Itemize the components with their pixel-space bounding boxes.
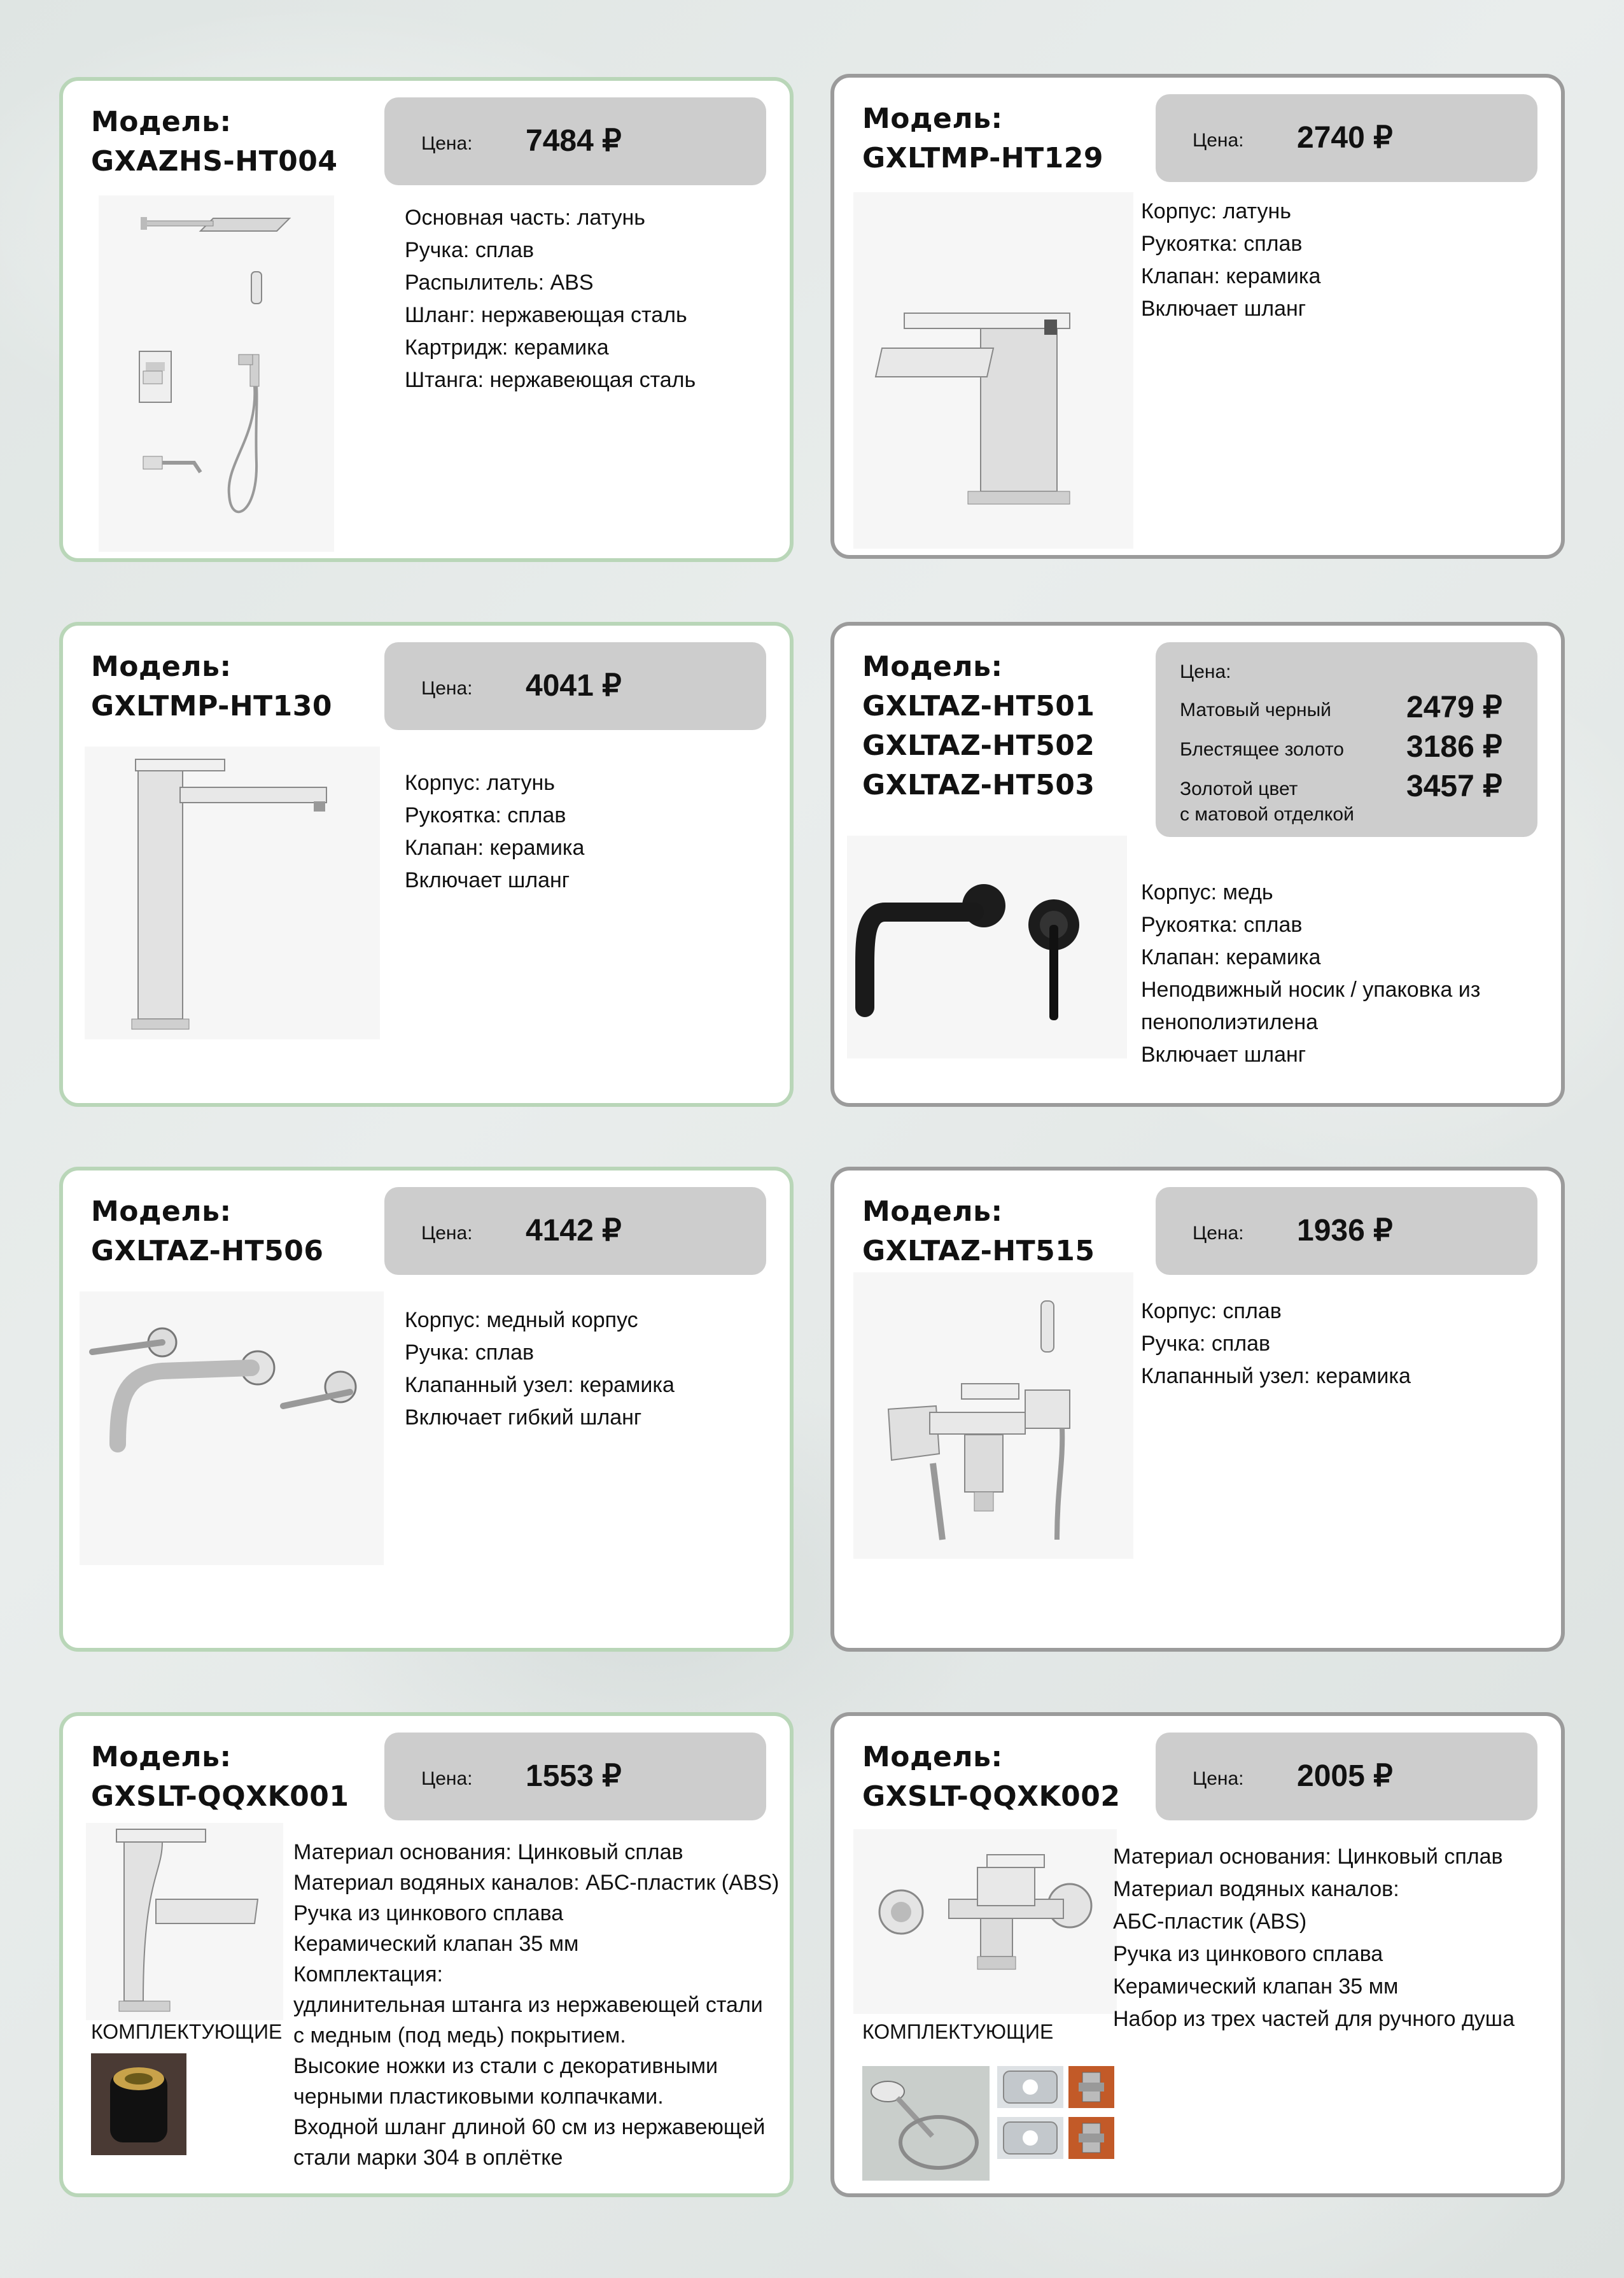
model-code: GXLTAZ-HT501 [862,690,1095,722]
spec-item: Распылитель: ABS [405,271,594,295]
spec-item: Включает шланг [1141,1043,1306,1067]
model-code: GXLTAZ-HT502 [862,729,1095,762]
price-label: Цена: [1193,1223,1244,1244]
product-image-tall-faucet [85,747,380,1039]
spec-item: Включает шланг [1141,297,1306,321]
variant-name: Блестящее золото [1180,739,1344,760]
hygienic-shower-icon [853,1272,1133,1559]
spec-item: Рукоятка: сплав [1141,913,1303,937]
model-label: Модель: [91,650,232,683]
spec-item: Корпус: латунь [405,771,555,795]
basin-faucet-icon [853,192,1133,549]
connector-icon [1068,2066,1114,2108]
spec-item: Включает шланг [405,868,570,892]
product-card-gxazhs-ht004 [59,77,794,562]
spec-list [1113,1841,1515,2035]
model-code: GXLTAZ-HT506 [91,1235,324,1267]
model-codes [862,687,1095,805]
accessory-image-connector [1068,2066,1114,2108]
price-box [1156,1187,1537,1275]
model-label: Модель: [862,102,1003,135]
spec-list [405,767,584,897]
model-code: GXSLT-QQXK001 [91,1780,349,1813]
spec-item: Материал основания: Цинковый сплав [293,1840,683,1864]
spec-item: Материал основания: Цинковый сплав [1113,1845,1503,1869]
product-image-wall-mixer-black [847,836,1127,1058]
variant-price: 3186 ₽ [1406,730,1502,764]
model-code: GXLTMP-HT130 [91,690,333,722]
spec-item: Клапан: керамика [1141,264,1321,288]
tall-faucet-icon [85,747,380,1039]
chrome-wall-mixer-icon [80,1291,384,1565]
spec-item: Картридж: керамика [405,335,609,360]
accessory-image-shower-set [862,2066,990,2181]
spec-item: Керамический клапан 35 мм [293,1932,579,1956]
price-box [384,1733,766,1820]
product-card-gxltaz-ht501-503 [830,622,1565,1107]
product-image-wall-mixer-chrome [80,1291,384,1565]
variant-price: 3457 ₽ [1406,770,1502,803]
spec-item: Материал водяных каналов: [1113,1877,1399,1901]
spec-list [1141,1295,1411,1393]
flange-icon [997,2117,1063,2159]
price-box [384,1187,766,1275]
spec-item: Ручка из цинкового сплава [293,1901,564,1925]
model-label: Модель: [862,1741,1003,1773]
price-label: Цена: [421,133,473,154]
spec-item: Ручка: сплав [405,238,535,262]
price-value: 2005 ₽ [1297,1759,1393,1793]
model-label: Модель: [862,650,1003,683]
model-label: Модель: [91,106,232,138]
accessories-label: КОМПЛЕКТУЮЩИЕ [91,2020,283,2043]
product-card-gxslt-qqxk001 [59,1712,794,2197]
price-value: 1936 ₽ [1297,1214,1393,1248]
spec-list [405,1304,675,1434]
spec-item: Клапанный узел: керамика [405,1373,675,1397]
price-value: 2740 ₽ [1297,121,1393,155]
accessory-fitting-icon [91,2053,186,2155]
spec-item: Ручка: сплав [1141,1332,1271,1356]
price-value: 1553 ₽ [526,1759,622,1793]
price-label: Цена: [1193,1768,1244,1789]
price-value: 7484 ₽ [526,124,622,158]
accessories-label: КОМПЛЕКТУЮЩИЕ [862,2020,1054,2043]
spec-item: Комплектация: [293,1962,443,1986]
product-image-hygienic-shower [853,1272,1133,1559]
hand-shower-icon [862,2066,990,2181]
model-code: GXSLT-QQXK002 [862,1780,1121,1813]
spec-item: Включает гибкий шланг [405,1405,642,1430]
spec-item: Основная часть: латунь [405,206,645,230]
spec-item: удлинительная штанга из нержавеющей стали [293,1993,763,2017]
price-label: Цена: [421,1768,473,1789]
price-box [1156,94,1537,182]
price-box [1156,1733,1537,1820]
model-code: GXLTAZ-HT515 [862,1235,1095,1267]
product-card-gxltaz-ht506 [59,1167,794,1652]
spec-item: Материал водяных каналов: АБС-пластик (ABS) [293,1871,780,1895]
accessory-image [91,2053,186,2155]
spec-item: Керамический клапан 35 мм [1113,1974,1399,1999]
black-wall-mixer-icon [847,836,1127,1058]
spec-item: Ручка: сплав [405,1340,535,1365]
spec-item: Штанга: нержавеющая сталь [405,368,696,392]
product-image-basin-mixer [86,1823,283,2020]
accessory-image-flange [997,2117,1063,2159]
accessory-image-flange [997,2066,1063,2108]
basin-mixer-icon [86,1823,283,2020]
product-card-gxltmp-ht130 [59,622,794,1107]
product-card-gxslt-qqxk002 [830,1712,1565,2197]
spec-item: Рукоятка: сплав [405,803,566,827]
spec-item: стали марки 304 в оплётке [293,2146,563,2170]
price-label: Цена: [421,1223,473,1244]
spec-item: Клапанный узел: керамика [1141,1364,1411,1388]
model-label: Модель: [862,1195,1003,1228]
spec-item: Клапан: керамика [405,836,585,860]
spec-item: Корпус: латунь [1141,199,1291,223]
model-code: GXLTMP-HT129 [862,142,1104,174]
product-card-gxltmp-ht129 [830,74,1565,559]
price-box [384,642,766,730]
model-code: GXAZHS-HT004 [91,145,338,178]
spec-item: Корпус: медный корпус [405,1308,638,1332]
variant-price: 2479 ₽ [1406,691,1502,724]
product-image-basin-faucet [853,192,1133,549]
spec-item: Высокие ножки из стали с декоративными [293,2054,718,2078]
price-label: Цена: [1193,130,1244,151]
flange-icon [997,2066,1063,2108]
spec-list [405,202,696,397]
product-card-gxltaz-ht515 [830,1167,1565,1652]
shower-set-icon [99,195,334,552]
price-label: Цена: [1180,661,1231,682]
spec-item: пенополиэтилена [1141,1010,1319,1034]
spec-item: с медным (под медь) покрытием. [293,2023,626,2048]
spec-item: Корпус: медь [1141,880,1273,904]
price-value: 4041 ₽ [526,669,622,703]
price-box [384,97,766,185]
model-label: Модель: [91,1195,232,1228]
spec-item: Шланг: нержавеющая сталь [405,303,687,327]
spec-list [293,1837,779,2173]
bath-mixer-icon [853,1829,1117,2014]
variant-name: Матовый черный [1180,700,1331,721]
spec-item: Ручка из цинкового сплава [1113,1942,1383,1966]
price-value: 4142 ₽ [526,1214,622,1248]
product-image-shower-set [99,195,334,552]
variant-name-line2: с матовой отделкой [1180,804,1354,825]
spec-list [1141,195,1320,325]
spec-item: Набор из трех частей для ручного душа [1113,2007,1515,2031]
spec-item: Клапан: керамика [1141,945,1321,969]
price-label: Цена: [421,678,473,699]
spec-item: черными пластиковыми колпачками. [293,2085,664,2109]
price-box-variants [1156,642,1537,837]
connector-icon [1068,2117,1114,2159]
spec-list [1141,876,1480,1071]
spec-item: Входной шланг длиной 60 см из нержавеющей [293,2115,766,2139]
accessory-image-connector [1068,2117,1114,2159]
variant-name: Золотой цвет [1180,778,1298,799]
model-label: Модель: [91,1741,232,1773]
spec-item: Рукоятка: сплав [1141,232,1303,256]
spec-item: Корпус: сплав [1141,1299,1282,1323]
model-code: GXLTAZ-HT503 [862,769,1095,801]
spec-item: Неподвижный носик / упаковка из [1141,978,1481,1002]
product-image-bath-mixer [853,1829,1117,2014]
spec-item: АБС-пластик (ABS) [1113,1909,1307,1934]
